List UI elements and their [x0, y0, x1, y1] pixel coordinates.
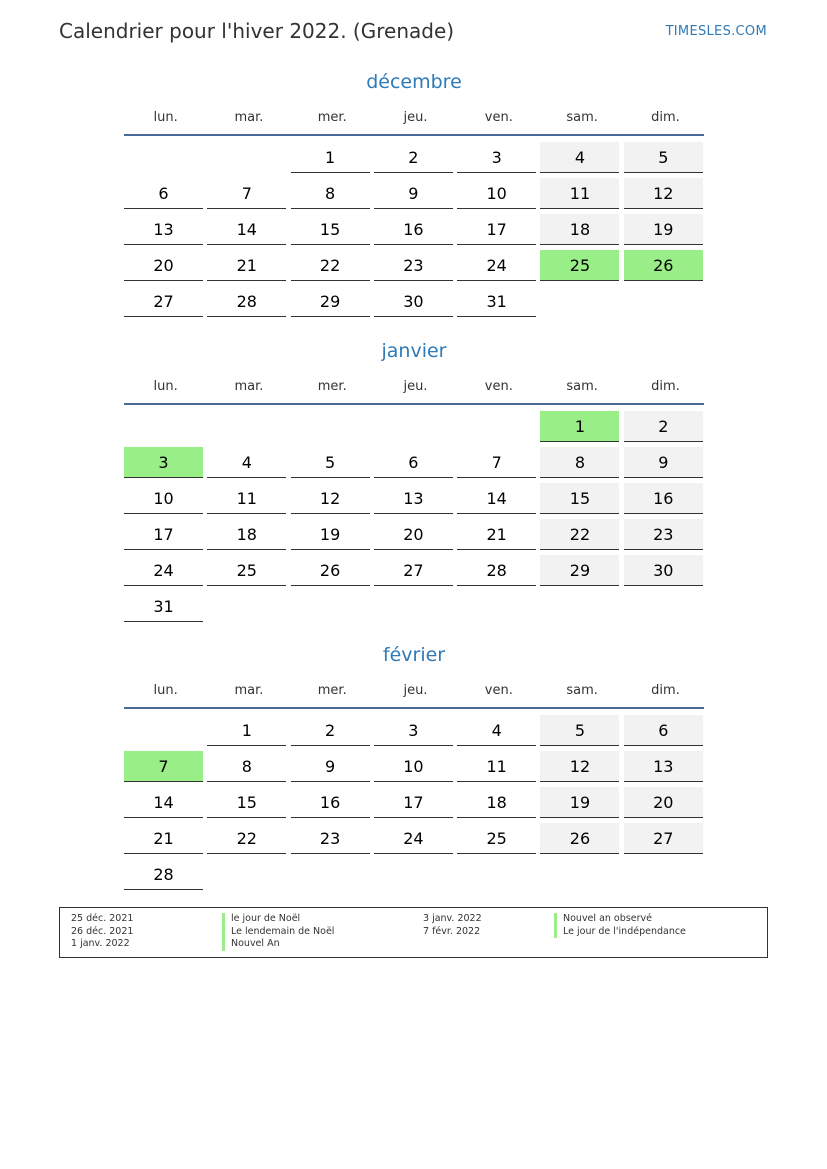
- day-cell[interactable]: 1: [291, 142, 370, 173]
- day-cell[interactable]: 9: [624, 447, 703, 478]
- day-cell[interactable]: 21: [207, 250, 286, 281]
- legend-date: 1 janv. 2022: [71, 938, 130, 949]
- day-cell[interactable]: 20: [124, 250, 203, 281]
- week-row: [124, 857, 704, 893]
- weekday-label: jeu.: [403, 379, 428, 394]
- week-row: [124, 589, 704, 625]
- week-row: [124, 517, 704, 553]
- legend-holiday-name: Nouvel an observé: [554, 913, 686, 926]
- day-cell[interactable]: 13: [124, 214, 203, 245]
- day-cell[interactable]: 15: [540, 483, 619, 514]
- day-cell[interactable]: 23: [624, 519, 703, 550]
- weekday-label: dim.: [651, 379, 680, 394]
- empty-day-cell: [124, 715, 203, 746]
- empty-day-cell: [291, 591, 370, 622]
- day-cell[interactable]: 15: [207, 787, 286, 818]
- day-cell[interactable]: 22: [540, 519, 619, 550]
- weekday-label: lun.: [153, 110, 178, 125]
- weekday-label: dim.: [651, 683, 680, 698]
- weekday-label: jeu.: [403, 110, 428, 125]
- empty-day-cell: [624, 591, 703, 622]
- day-cell[interactable]: 26: [540, 823, 619, 854]
- weekday-label: mar.: [234, 379, 264, 394]
- empty-day-cell: [457, 859, 536, 890]
- day-cell[interactable]: 15: [291, 214, 370, 245]
- day-cell[interactable]: 23: [291, 823, 370, 854]
- day-cell[interactable]: 7: [457, 447, 536, 478]
- week-row: [124, 409, 704, 445]
- day-cell[interactable]: 10: [374, 751, 453, 782]
- day-cell[interactable]: 4: [207, 447, 286, 478]
- day-cell[interactable]: 6: [624, 715, 703, 746]
- day-cell[interactable]: 27: [374, 555, 453, 586]
- legend-dates-right: [423, 913, 482, 938]
- day-cell[interactable]: 12: [540, 751, 619, 782]
- day-cell[interactable]: 2: [624, 411, 703, 442]
- legend-holiday-name: le jour de Noël: [222, 913, 334, 926]
- month-block: [124, 70, 704, 320]
- legend-holiday-name: Le lendemain de Noël: [222, 926, 334, 939]
- empty-day-cell: [374, 411, 453, 442]
- day-cell[interactable]: 6: [374, 447, 453, 478]
- day-cell[interactable]: 25: [457, 823, 536, 854]
- weekday-label: sam.: [566, 683, 598, 698]
- day-cell[interactable]: 17: [457, 214, 536, 245]
- month-block: [124, 339, 704, 625]
- day-cell[interactable]: 23: [374, 250, 453, 281]
- day-cell[interactable]: 17: [374, 787, 453, 818]
- day-cell[interactable]: 16: [291, 787, 370, 818]
- empty-day-cell: [540, 591, 619, 622]
- day-cell[interactable]: 19: [540, 787, 619, 818]
- weekday-label: ven.: [484, 110, 513, 125]
- weekday-label: mer.: [317, 110, 347, 125]
- month-name: décembre: [366, 71, 462, 93]
- legend-date: 25 déc. 2021: [71, 913, 134, 924]
- weekday-label: mar.: [234, 683, 264, 698]
- empty-day-cell: [207, 591, 286, 622]
- day-cell[interactable]: 6: [124, 178, 203, 209]
- day-cell[interactable]: 8: [207, 751, 286, 782]
- day-cell[interactable]: 25: [207, 555, 286, 586]
- week-row: [124, 176, 704, 212]
- day-cell[interactable]: 2: [374, 142, 453, 173]
- day-cell[interactable]: 17: [124, 519, 203, 550]
- day-cell[interactable]: 8: [291, 178, 370, 209]
- day-grid: [124, 409, 704, 625]
- empty-day-cell: [124, 411, 203, 442]
- day-cell[interactable]: 18: [457, 787, 536, 818]
- empty-day-cell: [540, 286, 619, 317]
- day-cell[interactable]: 18: [207, 519, 286, 550]
- day-cell[interactable]: 28: [207, 286, 286, 317]
- day-cell[interactable]: 2: [291, 715, 370, 746]
- weekday-label: lun.: [153, 683, 178, 698]
- weekday-label: jeu.: [403, 683, 428, 698]
- weekday-label: mar.: [234, 110, 264, 125]
- week-row: [124, 553, 704, 589]
- day-cell[interactable]: 26: [291, 555, 370, 586]
- day-cell[interactable]: 3: [374, 715, 453, 746]
- day-cell[interactable]: 5: [624, 142, 703, 173]
- empty-day-cell: [207, 142, 286, 173]
- day-cell[interactable]: 13: [374, 483, 453, 514]
- day-cell[interactable]: 27: [624, 823, 703, 854]
- day-cell[interactable]: 22: [207, 823, 286, 854]
- week-row: [124, 140, 704, 176]
- day-cell[interactable]: 20: [624, 787, 703, 818]
- month-name: janvier: [381, 340, 447, 362]
- day-cell[interactable]: 31: [457, 286, 536, 317]
- day-cell[interactable]: 10: [124, 483, 203, 514]
- day-cell[interactable]: 27: [124, 286, 203, 317]
- day-cell[interactable]: 14: [457, 483, 536, 514]
- day-cell[interactable]: 29: [540, 555, 619, 586]
- legend-names-left: [222, 913, 334, 951]
- brand-logo[interactable]: TIMESLES.COM: [665, 24, 767, 39]
- day-cell[interactable]: 5: [540, 715, 619, 746]
- day-cell[interactable]: 24: [124, 555, 203, 586]
- day-grid: [124, 713, 704, 893]
- day-cell[interactable]: 14: [207, 214, 286, 245]
- empty-day-cell: [374, 859, 453, 890]
- day-cell[interactable]: 20: [374, 519, 453, 550]
- day-cell[interactable]: 16: [624, 483, 703, 514]
- day-cell[interactable]: 26: [624, 250, 703, 281]
- day-cell[interactable]: 24: [457, 250, 536, 281]
- day-cell[interactable]: 9: [291, 751, 370, 782]
- legend-names-right: [554, 913, 686, 938]
- day-cell[interactable]: 12: [624, 178, 703, 209]
- day-cell[interactable]: 10: [457, 178, 536, 209]
- day-cell[interactable]: 19: [624, 214, 703, 245]
- empty-day-cell: [124, 142, 203, 173]
- week-row: [124, 248, 704, 284]
- empty-day-cell: [457, 411, 536, 442]
- legend-holiday-name: Le jour de l'indépendance: [554, 926, 686, 939]
- weekday-header: [124, 681, 704, 709]
- day-cell[interactable]: 3: [124, 447, 203, 478]
- weekday-label: mer.: [317, 379, 347, 394]
- page-title: Calendrier pour l'hiver 2022. (Grenade): [59, 19, 455, 43]
- empty-day-cell: [207, 411, 286, 442]
- day-cell[interactable]: 14: [124, 787, 203, 818]
- day-cell[interactable]: 30: [624, 555, 703, 586]
- day-cell[interactable]: 4: [540, 142, 619, 173]
- day-cell[interactable]: 7: [124, 751, 203, 782]
- legend-holiday-name: Nouvel An: [222, 938, 334, 951]
- weekday-header: [124, 377, 704, 405]
- day-cell[interactable]: 11: [207, 483, 286, 514]
- weekday-label: mer.: [317, 683, 347, 698]
- empty-day-cell: [291, 859, 370, 890]
- weekday-label: ven.: [484, 379, 513, 394]
- week-row: [124, 749, 704, 785]
- weekday-header: [124, 108, 704, 136]
- weekday-label: sam.: [566, 110, 598, 125]
- day-cell[interactable]: 3: [457, 142, 536, 173]
- day-cell[interactable]: 30: [374, 286, 453, 317]
- day-cell[interactable]: 8: [540, 447, 619, 478]
- day-cell[interactable]: 4: [457, 715, 536, 746]
- week-row: [124, 821, 704, 857]
- day-cell[interactable]: 16: [374, 214, 453, 245]
- weekday-label: sam.: [566, 379, 598, 394]
- day-cell[interactable]: 1: [540, 411, 619, 442]
- day-cell[interactable]: 5: [291, 447, 370, 478]
- day-cell[interactable]: 28: [457, 555, 536, 586]
- holiday-legend: [59, 907, 768, 958]
- week-row: [124, 785, 704, 821]
- week-row: [124, 713, 704, 749]
- day-cell[interactable]: 29: [291, 286, 370, 317]
- day-cell[interactable]: 24: [374, 823, 453, 854]
- week-row: [124, 284, 704, 320]
- empty-day-cell: [374, 591, 453, 622]
- day-cell[interactable]: 19: [291, 519, 370, 550]
- empty-day-cell: [624, 859, 703, 890]
- week-row: [124, 445, 704, 481]
- month-name: février: [382, 644, 446, 666]
- day-cell[interactable]: 21: [124, 823, 203, 854]
- empty-day-cell: [457, 591, 536, 622]
- legend-dates-left: [71, 913, 133, 951]
- day-cell[interactable]: 9: [374, 178, 453, 209]
- day-cell[interactable]: 25: [540, 250, 619, 281]
- weekday-label: dim.: [651, 110, 680, 125]
- day-grid: [124, 140, 704, 320]
- day-cell[interactable]: 11: [457, 751, 536, 782]
- empty-day-cell: [540, 859, 619, 890]
- day-cell[interactable]: 13: [624, 751, 703, 782]
- weekday-label: ven.: [484, 683, 513, 698]
- weekday-label: lun.: [153, 379, 178, 394]
- day-cell[interactable]: 11: [540, 178, 619, 209]
- day-cell[interactable]: 1: [207, 715, 286, 746]
- day-cell[interactable]: 12: [291, 483, 370, 514]
- day-cell[interactable]: 18: [540, 214, 619, 245]
- empty-day-cell: [291, 411, 370, 442]
- day-cell[interactable]: 28: [124, 859, 203, 890]
- week-row: [124, 481, 704, 517]
- empty-day-cell: [624, 286, 703, 317]
- day-cell[interactable]: 22: [291, 250, 370, 281]
- day-cell[interactable]: 7: [207, 178, 286, 209]
- day-cell[interactable]: 21: [457, 519, 536, 550]
- month-block: [124, 643, 704, 893]
- week-row: [124, 212, 704, 248]
- legend-date: 7 févr. 2022: [423, 925, 481, 937]
- empty-day-cell: [207, 859, 286, 890]
- day-cell[interactable]: 31: [124, 591, 203, 622]
- legend-date: 3 janv. 2022: [423, 913, 482, 924]
- legend-date: 26 déc. 2021: [71, 925, 134, 937]
